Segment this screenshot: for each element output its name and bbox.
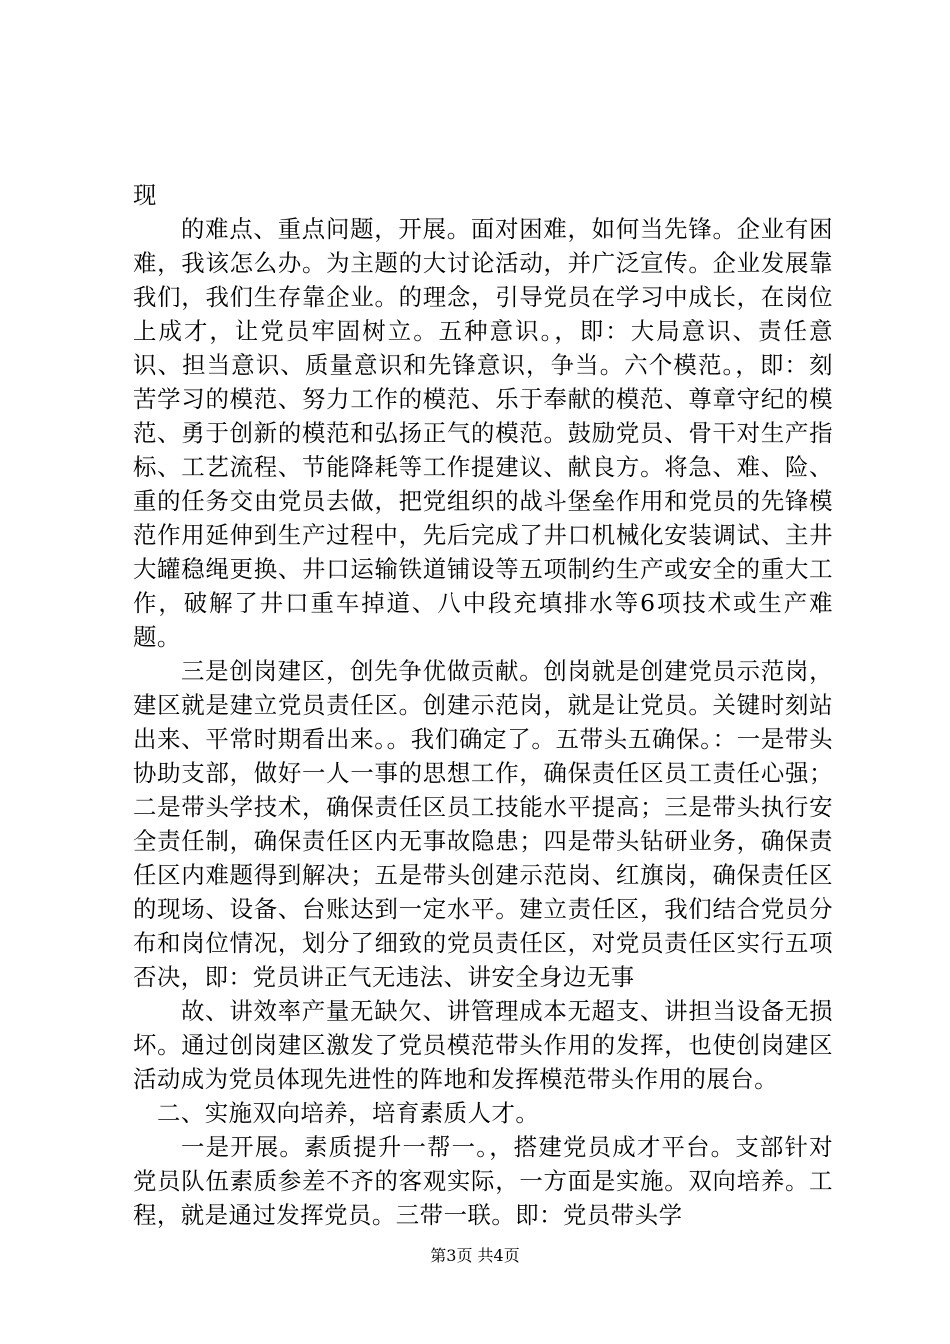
document-body: [133, 178, 833, 1232]
section-heading: 二、实施双向培养，培育素质人才。: [157, 1099, 540, 1127]
paragraph-training: 一是开展。素质提升一帮一。，搭建党员成才平台。支部针对党员队伍素质参差不齐的客观实际，一方面是实施。双向培养。工程，就是通过发挥党员。三带一联。即：党员带头学: [133, 1133, 833, 1229]
paragraph-post-responsibility: 三是创岗建区，创先争优做贡献。创岗就是创建党员示范岗，建区就是建立党员责任区。创建示范岗，就是让党员。关键时刻站出来、平常时期看出来。。我们确定了。五带头五确保。：一是带头协助支部，做好一人一事的思想工作，确保责任区员工责任心强；二是带头学技术，确保责任区员工技能水平提高；三是带头执行安全责任制，确保责任区内无事故隐患；四是带头钻研业务，确保责任区内难题得到解决；五是带头创建示范岗、红旗岗，确保责任区的现场、设备、台账达到一定水平。建立责任区，我们结合党员分布和岗位情况，划分了细致的党员责任区，对党员责任区实行五项否决，即：党员讲正气无违法、讲安全身边无事: [133, 657, 833, 991]
paragraph-continuation: 故、讲效率产量无缺欠、讲管理成本无超支、讲担当设备无损坏。通过创岗建区激发了党员模范带头作用的发挥，也使创岗建区活动成为党员体现先进性的阵地和发挥模范带头作用的展台。: [133, 997, 833, 1093]
paragraph-fragment: 现: [133, 181, 157, 209]
page-number-footer: 第3页 共4页: [430, 1246, 520, 1265]
paragraph-difficulties: 的难点、重点问题，开展。面对困难，如何当先锋。企业有困难，我该怎么办。为主题的大讨论活动，并广泛宣传。企业发展靠我们，我们生存靠企业。的理念，引导党员在学习中成长，在岗位上成才，让党员牢固树立。五种意识。，即：大局意识、责任意识、担当意识、质量意识和先锋意识，争当。六个模范。，即：刻苦学习的模范、努力工作的模范、乐于奉献的模范、尊章守纪的模范、勇于创新的模范和弘扬正气的模范。鼓励党员、骨干对生产指标、工艺流程、节能降耗等工作提建议、献良方。将急、难、险、重的任务交由党员去做，把党组织的战斗堡垒作用和党员的先锋模范作用延伸到生产过程中，先后完成了井口机械化安装调试、主井大罐稳绳更换、井口运输铁道铺设等五项制约生产或安全的重大工作，破解了井口重车掉道、八中段充填排水等6项技术或生产难题。: [133, 215, 833, 651]
